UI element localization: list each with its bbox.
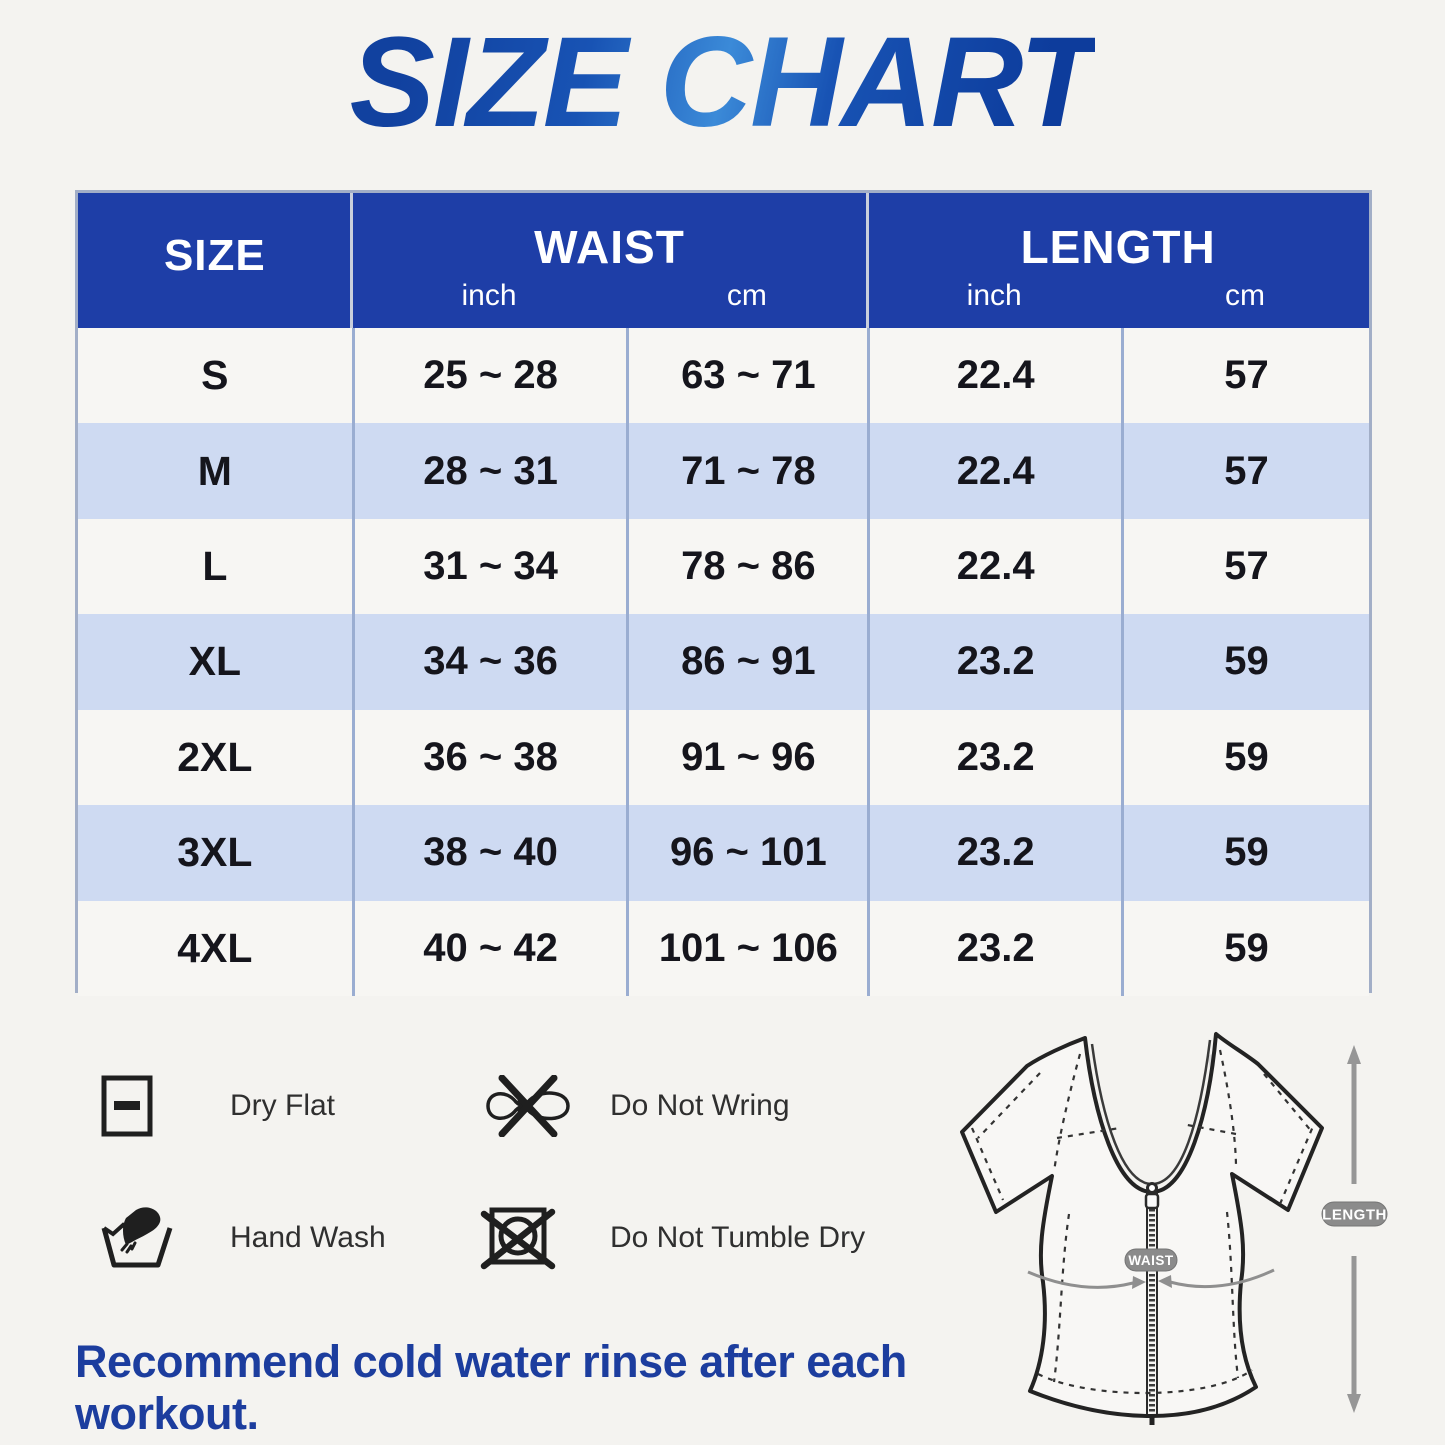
cell-waist-inch: 34 ~ 36 bbox=[352, 614, 627, 709]
cell-waist-cm: 78 ~ 86 bbox=[626, 519, 867, 614]
header-divider bbox=[350, 193, 353, 328]
cell-waist-inch: 36 ~ 38 bbox=[352, 710, 627, 805]
cell-waist-cm: 91 ~ 96 bbox=[626, 710, 867, 805]
table-header bbox=[78, 193, 1369, 328]
cell-waist-inch: 31 ~ 34 bbox=[352, 519, 627, 614]
unit-label-waist-inch: inch bbox=[461, 279, 517, 312]
table-row bbox=[78, 423, 1369, 518]
unit-label-length-cm: cm bbox=[1225, 279, 1266, 312]
header-divider bbox=[866, 193, 869, 328]
column-header-size: SIZE bbox=[163, 230, 266, 280]
cell-waist-cm: 63 ~ 71 bbox=[626, 328, 867, 423]
title-wrap bbox=[0, 11, 1445, 154]
cell-size: S bbox=[201, 352, 229, 399]
table-body bbox=[78, 328, 1369, 996]
care-item-label: Do Not Tumble Dry bbox=[610, 1221, 866, 1254]
cell-length-cm: 59 bbox=[1121, 710, 1369, 805]
length-pill-label: LENGTH bbox=[1322, 1206, 1387, 1224]
page-title: SIZE CHART bbox=[349, 11, 1096, 154]
care-item-label: Do Not Wring bbox=[610, 1089, 790, 1122]
cell-waist-inch: 25 ~ 28 bbox=[352, 328, 627, 423]
care-instructions bbox=[75, 1040, 935, 1304]
cell-length-inch: 23.2 bbox=[867, 901, 1121, 996]
cell-size: 3XL bbox=[177, 829, 253, 876]
care-item-label: Hand Wash bbox=[230, 1221, 386, 1254]
cell-waist-cm: 101 ~ 106 bbox=[626, 901, 867, 996]
unit-label-waist-cm: cm bbox=[726, 279, 767, 312]
cell-size: XL bbox=[188, 638, 242, 685]
do-not-tumble-dry-icon bbox=[480, 1204, 580, 1272]
care-item-hand-wash bbox=[75, 1206, 455, 1270]
table-row bbox=[78, 901, 1369, 996]
cell-length-cm: 57 bbox=[1121, 423, 1369, 518]
length-arrowhead-down bbox=[1347, 1394, 1361, 1413]
unit-label-length-inch: inch bbox=[966, 279, 1022, 312]
cell-waist-cm: 71 ~ 78 bbox=[626, 423, 867, 518]
waist-pill-label: WAIST bbox=[1128, 1253, 1174, 1268]
cell-length-inch: 22.4 bbox=[867, 519, 1121, 614]
care-item-do-not-tumble-dry bbox=[455, 1204, 935, 1272]
cell-length-inch: 23.2 bbox=[867, 614, 1121, 709]
column-header-waist: WAIST bbox=[534, 221, 685, 273]
table-row bbox=[78, 614, 1369, 709]
cell-length-cm: 59 bbox=[1121, 901, 1369, 996]
cell-length-cm: 57 bbox=[1121, 328, 1369, 423]
table-row bbox=[78, 328, 1369, 423]
care-item-do-not-wring bbox=[455, 1075, 935, 1137]
care-note: Recommend cold water rinse after each workout. bbox=[75, 1336, 907, 1439]
cell-waist-cm: 96 ~ 101 bbox=[626, 805, 867, 900]
cell-length-cm: 59 bbox=[1121, 614, 1369, 709]
cell-size: L bbox=[202, 543, 228, 590]
cell-size: 4XL bbox=[177, 924, 253, 971]
column-header-length: LENGTH bbox=[1020, 221, 1216, 273]
length-arrowhead-up bbox=[1347, 1045, 1361, 1064]
care-item-dry-flat bbox=[75, 1074, 455, 1138]
cell-length-cm: 57 bbox=[1121, 519, 1369, 614]
table-row bbox=[78, 519, 1369, 614]
hand-wash-icon bbox=[100, 1206, 200, 1270]
cell-length-inch: 22.4 bbox=[867, 423, 1121, 518]
cell-length-inch: 22.4 bbox=[867, 328, 1121, 423]
cell-waist-inch: 40 ~ 42 bbox=[352, 901, 627, 996]
cell-size: 2XL bbox=[177, 733, 253, 780]
table-row bbox=[78, 805, 1369, 900]
cell-length-inch: 23.2 bbox=[867, 710, 1121, 805]
table-row bbox=[78, 710, 1369, 805]
care-item-label: Dry Flat bbox=[230, 1089, 335, 1122]
cell-waist-cm: 86 ~ 91 bbox=[626, 614, 867, 709]
do-not-wring-icon bbox=[480, 1075, 580, 1137]
cell-length-cm: 59 bbox=[1121, 805, 1369, 900]
cell-length-inch: 23.2 bbox=[867, 805, 1121, 900]
size-table bbox=[75, 190, 1372, 993]
dry-flat-icon bbox=[100, 1074, 200, 1138]
cell-size: M bbox=[197, 447, 232, 494]
cell-waist-inch: 28 ~ 31 bbox=[352, 423, 627, 518]
cell-waist-inch: 38 ~ 40 bbox=[352, 805, 627, 900]
